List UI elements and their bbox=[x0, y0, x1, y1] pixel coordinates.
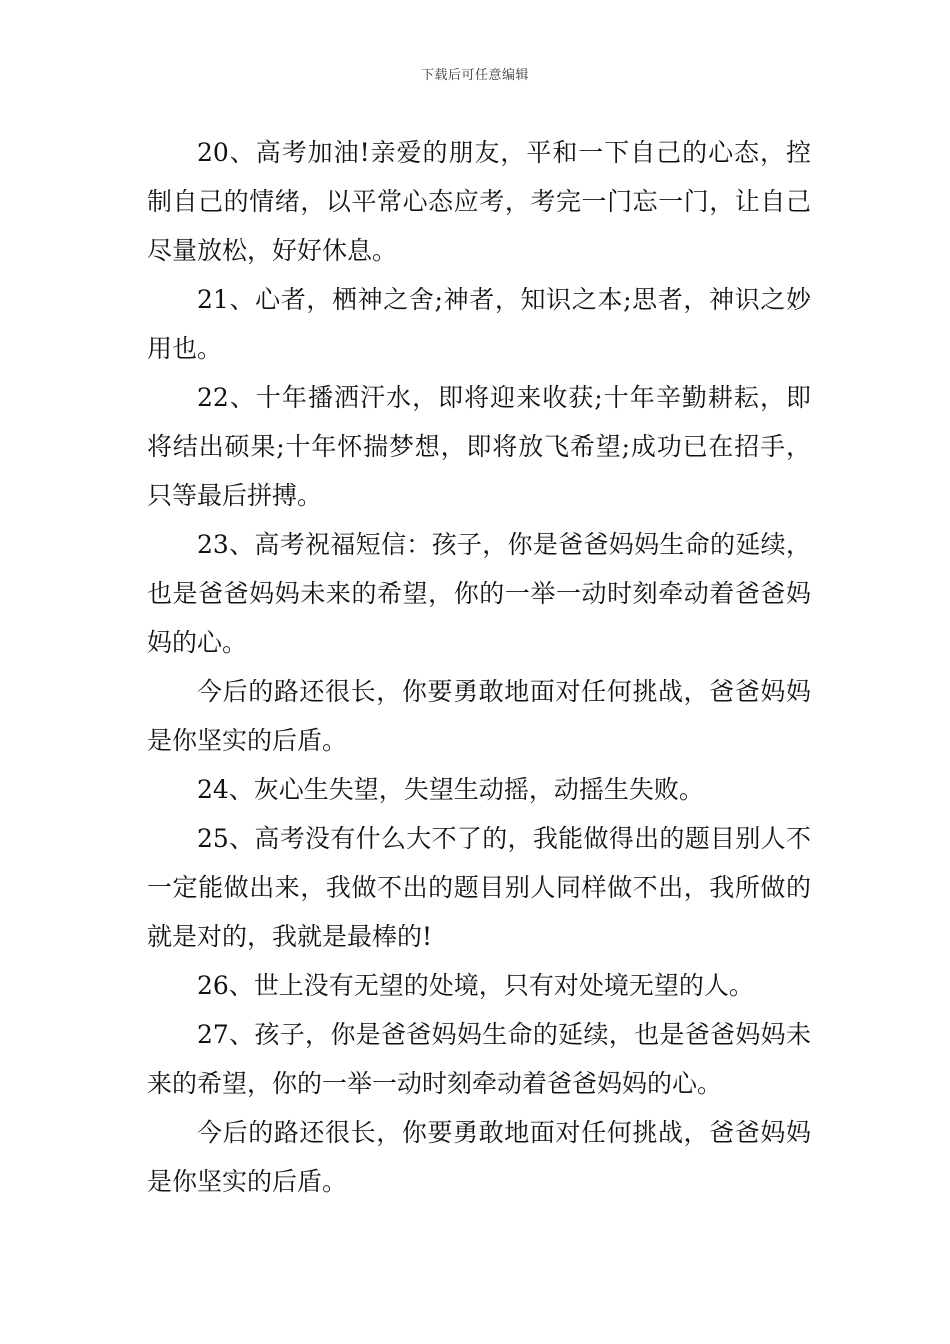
paragraph-27-continued: 今后的路还很长，你要勇敢地面对任何挑战，爸爸妈妈是你坚实的后盾。 bbox=[147, 1118, 811, 1196]
paragraph-23: 23、高考祝福短信：孩子，你是爸爸妈妈生命的延续，也是爸爸妈妈未来的希望，你的一举一动时刻牵动着爸爸妈妈的心。 bbox=[147, 530, 811, 657]
paragraph-27: 27、孩子，你是爸爸妈妈生命的延续，也是爸爸妈妈未来的希望，你的一举一动时刻牵动着爸爸妈妈的心。 bbox=[147, 1020, 811, 1098]
paragraph-22: 22、十年播洒汗水，即将迎来收获;十年辛勤耕耘，即将结出硕果;十年怀揣梦想，即将放飞希望;成功已在招手，只等最后拼搏。 bbox=[147, 383, 811, 510]
paragraph-21: 21、心者，栖神之舍;神者，知识之本;思者，神识之妙用也。 bbox=[147, 285, 811, 363]
paragraph-24: 24、灰心生失望，失望生动摇，动摇生失败。 bbox=[197, 775, 704, 804]
paragraph-26: 26、世上没有无望的处境，只有对处境无望的人。 bbox=[197, 971, 754, 1000]
paragraph-25: 25、高考没有什么大不了的，我能做得出的题目别人不一定能做出来，我做不出的题目别人同样做不出，我所做的就是对的，我就是最棒的! bbox=[147, 824, 811, 951]
paragraph-20: 20、高考加油!亲爱的朋友，平和一下自己的心态，控制自己的情绪，以平常心态应考，考完一门忘一门，让自己尽量放松，好好休息。 bbox=[147, 138, 811, 265]
document-body bbox=[147, 128, 811, 1206]
paragraph-23-continued: 今后的路还很长，你要勇敢地面对任何挑战，爸爸妈妈是你坚实的后盾。 bbox=[147, 677, 811, 755]
page-header: 下载后可任意编辑 bbox=[420, 68, 529, 83]
